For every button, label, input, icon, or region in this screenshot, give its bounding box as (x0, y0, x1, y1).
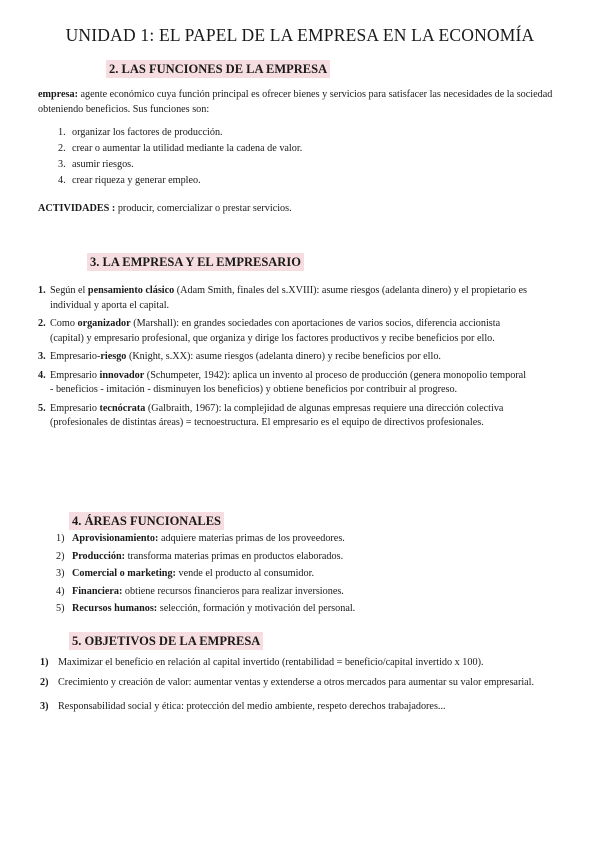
empresa-definition (38, 88, 562, 117)
list-item (38, 284, 528, 313)
list-item (56, 550, 556, 568)
list-item (58, 158, 558, 174)
list-item (40, 700, 540, 715)
item-term: innovador (99, 369, 145, 381)
empresario-list (38, 284, 528, 435)
list-item-text: organizar los factores de producción. (72, 127, 223, 138)
list-item (38, 402, 528, 431)
list-number: 2) (56, 550, 65, 562)
term-empresa: empresa: (38, 89, 78, 100)
item-term: Recursos humanos: (72, 603, 158, 614)
item-term: organizador (77, 318, 131, 329)
list-number: 5. (38, 402, 46, 414)
list-item (58, 126, 558, 142)
section-heading-areas: 4. ÁREAS FUNCIONALES (69, 512, 224, 530)
list-number: 3. (58, 159, 66, 170)
activities-line (38, 202, 562, 217)
section-heading-empresario: 3. LA EMPRESA Y EL EMPRESARIO (87, 253, 304, 271)
list-item-text: crear o aumentar la utilidad mediante la cadena de valor. (72, 143, 303, 154)
list-item (40, 656, 540, 671)
item-text-post: (Marshall): en grandes sociedades con aportaciones de varios socios, diferencia accionista (capital) y empresario profesional, que organiza y dirige los factores productivos y recibe beneficios por ello. (50, 318, 501, 344)
list-item (38, 369, 528, 398)
item-text: Responsabilidad social y ética: protección del medio ambiente, respeto derechos trabajadores... (58, 701, 446, 712)
item-text: vende el producto al consumidor. (175, 568, 315, 579)
list-number: 4) (56, 585, 65, 597)
item-term: riesgo (100, 351, 127, 362)
list-item (38, 317, 528, 346)
item-term: pensamiento clásico (87, 285, 175, 296)
item-term: Financiera: (72, 585, 123, 597)
item-term: Producción: (72, 550, 126, 562)
list-item (38, 350, 528, 365)
item-text: obtiene recursos financieros para realizar inversiones. (122, 585, 344, 597)
item-text: Crecimiento y creación de valor: aumentar ventas y extenderse a otros mercados para aumentar su valor empresarial. (58, 676, 535, 688)
list-number: 1. (58, 127, 66, 138)
list-item (40, 676, 540, 691)
item-text-post: (Schumpeter, 1942): aplica un invento al proceso de producción (genera monopolio temporal - beneficios - imitación - disminuyen los beneficios) y obtiene beneficios por contribuir al progreso. (50, 369, 527, 395)
item-term: Comercial o marketing: (72, 568, 176, 579)
activities-text: producir, comercializar o prestar servicios. (115, 203, 292, 214)
list-number: 3. (38, 351, 46, 362)
page-title: UNIDAD 1: EL PAPEL DE LA EMPRESA EN LA ECONOMÍA (65, 25, 535, 45)
empresa-definition-text: agente económico cuya función principal es ofrecer bienes y servicios para satisfacer las necesidades de la sociedad obteniendo beneficios. Sus funciones son: (38, 89, 553, 115)
item-text-pre: Según el (50, 285, 88, 296)
list-number: 5) (56, 603, 65, 614)
list-item (56, 602, 556, 620)
section-heading-funciones: 2. LAS FUNCIONES DE LA EMPRESA (106, 60, 330, 78)
list-number: 4. (58, 175, 66, 186)
list-number: 4. (38, 369, 46, 381)
list-item (58, 174, 558, 190)
list-item (58, 142, 558, 158)
list-item (56, 567, 556, 585)
item-text: Maximizar el beneficio en relación al capital invertido (rentabilidad = beneficio/capital invertido x 100). (58, 657, 484, 668)
list-item (56, 532, 556, 550)
list-number: 3) (56, 568, 65, 579)
list-number: 1. (38, 285, 46, 296)
item-text: adquiere materias primas de los proveedores. (158, 533, 345, 544)
list-number: 2. (58, 143, 66, 154)
item-text-post: (Adam Smith, finales del s.XVIII): asume riesgos (adelanta dinero) y el propietario es individual y aporta el capital. (50, 285, 528, 311)
section-heading-objetivos: 5. OBJETIVOS DE LA EMPRESA (69, 632, 263, 650)
item-text-post: (Knight, s.XX): asume riesgos (adelanta dinero) y recibe beneficios por ello. (126, 351, 441, 362)
item-text-pre: Empresario (50, 402, 100, 414)
item-text: transforma materias primas en productos elaborados. (125, 550, 344, 562)
item-text-pre: Como (50, 318, 78, 329)
areas-list (56, 532, 556, 620)
list-number: 2) (40, 676, 49, 688)
item-text-pre: Empresario (50, 369, 100, 381)
item-term: tecnócrata (99, 402, 146, 414)
item-text: selección, formación y motivación del personal. (157, 603, 356, 614)
item-term: Aprovisionamiento: (72, 533, 159, 544)
item-text-post: (Galbraith, 1967): la complejidad de algunas empresas requiere una dirección colectiva (profesionales de distintas áreas) = tecnoestructura. El empresario es el equipo de directivos profesionales. (50, 402, 504, 428)
list-item-text: asumir riesgos. (72, 159, 134, 170)
list-item-text: crear riqueza y generar empleo. (72, 175, 201, 186)
term-actividades: ACTIVIDADES : (38, 203, 116, 214)
list-number: 3) (40, 701, 49, 712)
list-number: 1) (40, 657, 49, 668)
list-item (56, 585, 556, 603)
list-number: 2. (38, 318, 46, 329)
functions-list (58, 126, 558, 190)
list-number: 1) (56, 533, 65, 544)
item-text-pre: Empresario- (50, 351, 101, 362)
objectives-list (40, 656, 540, 715)
